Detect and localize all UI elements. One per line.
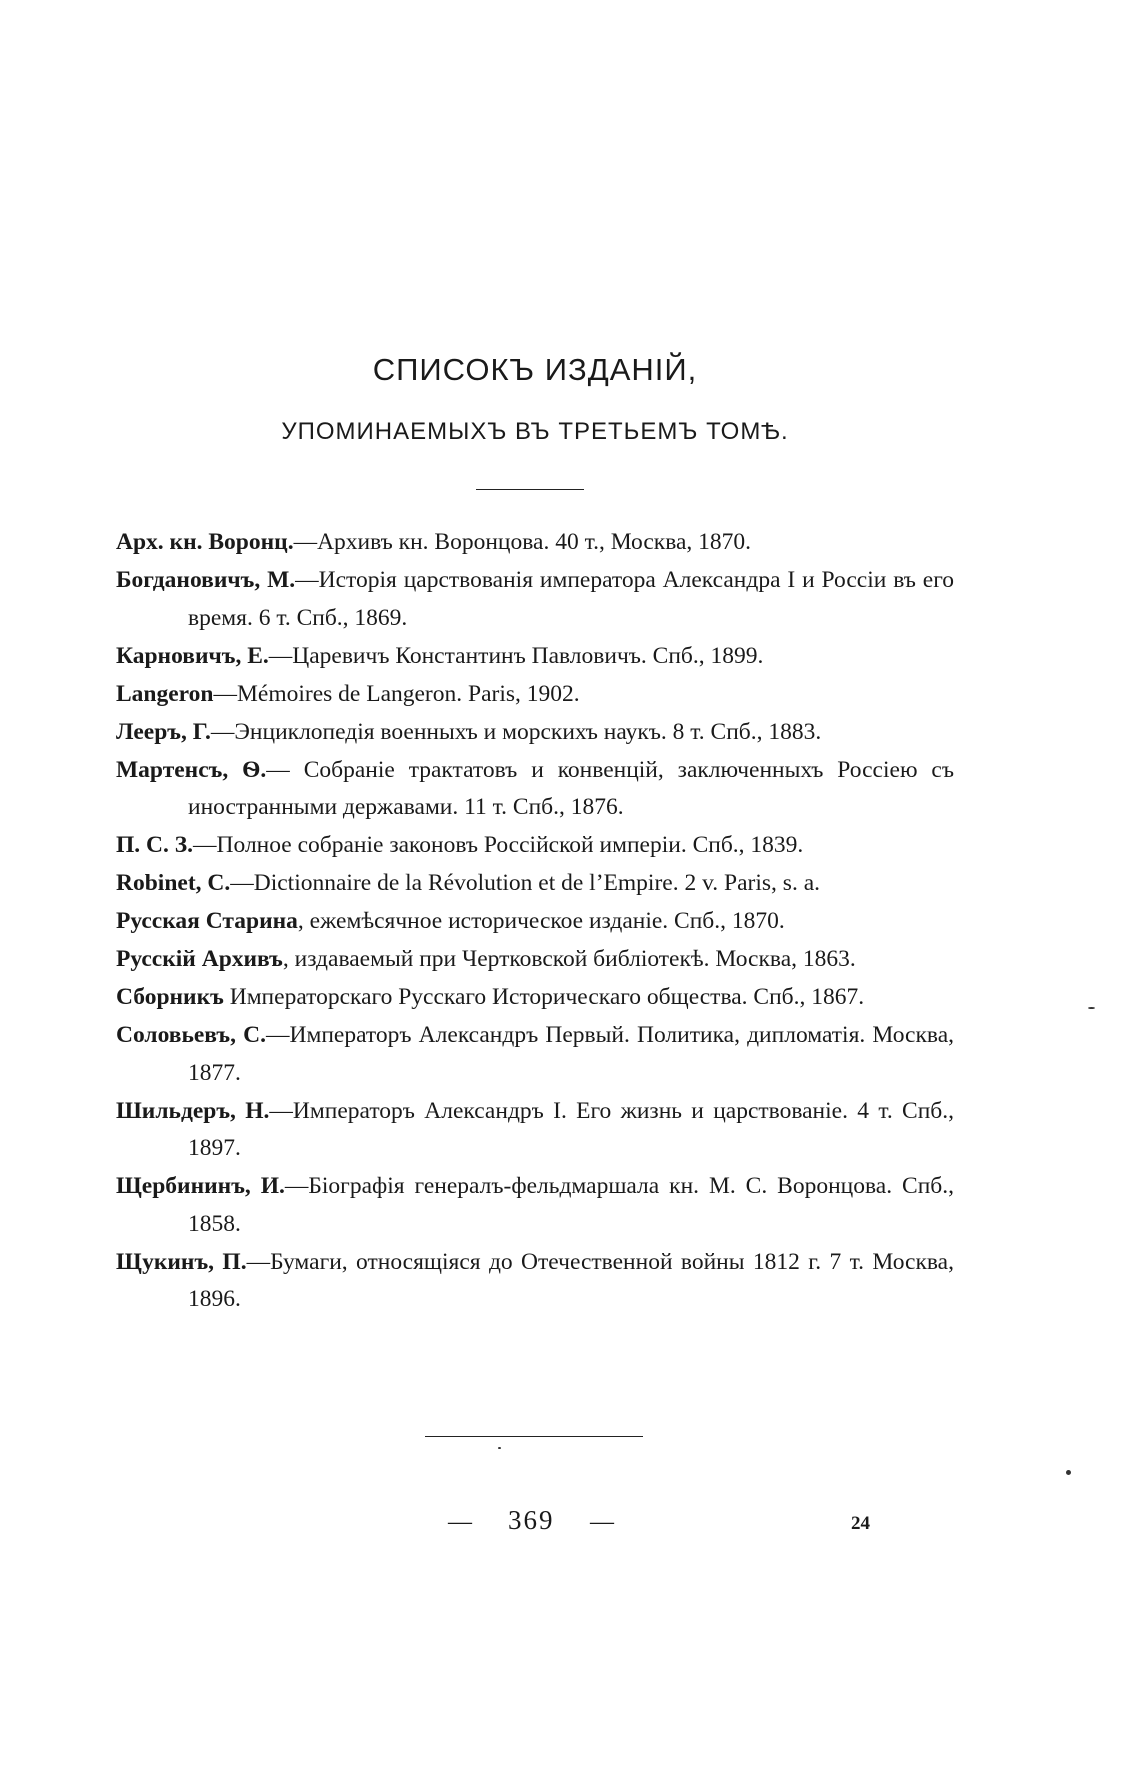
bibliography-entry [116,827,954,865]
entry-citation: —Царевичъ Константинъ Павловичъ. Спб., 1899. [268,642,764,669]
signature-mark: 24 [851,1513,870,1534]
bibliography-entry [116,714,954,752]
entry-citation: —Императоръ Александръ Первый. Политика, дипломатiя. Москва, 1877. [188,1022,954,1086]
entry-author: Карновичъ, Е. [116,642,269,669]
entry-citation: —Архивъ кн. Воронцова. 40 т., Москва, 1870. [293,529,752,555]
bibliography-entry [116,865,954,903]
entry-author: Соловьевъ, С. [116,1022,266,1048]
entry-citation: , ежемѣсячное историческое изданiе. Спб., 1870. [297,908,785,934]
title-divider [476,489,584,490]
page-number: 369 [508,1505,555,1535]
entry-citation: , издаваемый при Чертковской библiотекѣ. Москва, 1863. [282,946,856,972]
entry-citation: Императорскаго Русскаго Историческаго общества. Спб., 1867. [223,984,865,1010]
bibliography-entry [116,638,954,676]
bibliography-entry [116,752,954,827]
entry-author: Русскiй Архивъ [116,946,283,972]
bibliography-entry [116,524,954,562]
entry-citation: —Императоръ Александръ I. Его жизнь и царствованiе. 4 т. Спб., 1897. [188,1097,955,1161]
page-number-dash-left: — [448,1509,472,1535]
bibliography-entry [116,1168,954,1243]
page-title: СПИСОКЪ ИЗДАНIЙ, [372,352,698,387]
bibliography-entry [116,1093,954,1168]
entry-author: Лееръ, Г. [116,718,211,745]
entry-citation: —Энциклопедiя военныхъ и морскихъ наукъ. 8 т. Спб., 1883. [210,718,822,745]
bibliography-entry [116,1017,954,1092]
entry-author: Арх. кн. Воронц. [116,529,294,555]
entry-author: Щербининъ, И. [116,1173,285,1199]
bibliography-entry [116,941,954,979]
entry-citation: —Бумаги, относящiяся до Отечественной войны 1812 г. 7 т. Москва, 1896. [188,1248,954,1312]
entry-author: Щукинъ, П. [116,1248,247,1275]
entry-citation: —Бiографiя генералъ-фельдмаршала кн. М. С. Воронцова. Спб., 1858. [188,1173,955,1237]
page-number-dash-right: — [590,1509,614,1535]
scan-speck [1066,1470,1071,1475]
entry-citation: — Собранiе трактатовъ и конвенцiй, заключенныхъ Россiею съ иностранными державами. 11 т. Спб., 1876. [188,756,954,820]
entry-citation: —Полное собранiе законовъ Россiйской имперiи. Спб., 1839. [193,832,804,858]
entry-citation: —Mémoires de Langeron. Paris, 1902. [213,680,580,707]
bibliography-entry [116,1244,954,1319]
bibliography-entry [116,562,954,637]
entry-author: Мартенсъ, Ѳ. [116,756,267,783]
end-divider [425,1436,643,1437]
bibliography-entry [116,676,954,714]
entry-citation: —Исторiя царствованiя императора Александра I и Россiи въ его время. 6 т. Спб., 1869. [188,567,955,631]
entry-author: Langeron [116,680,214,707]
entry-author: Богдановичъ, М. [116,567,296,593]
page-subtitle: УПОМИНАЕМЫХЪ ВЪ ТРЕТЬЕМЪ ТОМѢ. [281,418,789,445]
entry-author: Русская Старина [116,908,298,934]
bibliography-list [116,524,954,1319]
bibliography-entry [116,903,954,941]
bibliography-entry [116,979,954,1017]
entry-author: Robinet, C. [116,870,231,896]
scan-speck [1088,1007,1095,1009]
entry-author: Сборникъ [116,984,224,1010]
scan-speck [498,1447,501,1449]
entry-citation: —Dictionnaire de la Révolution et de l’Empire. 2 v. Paris, s. a. [230,870,820,896]
page-footer [0,1505,1140,1545]
entry-author: П. С. З. [116,832,194,858]
entry-author: Шильдеръ, Н. [116,1097,270,1124]
